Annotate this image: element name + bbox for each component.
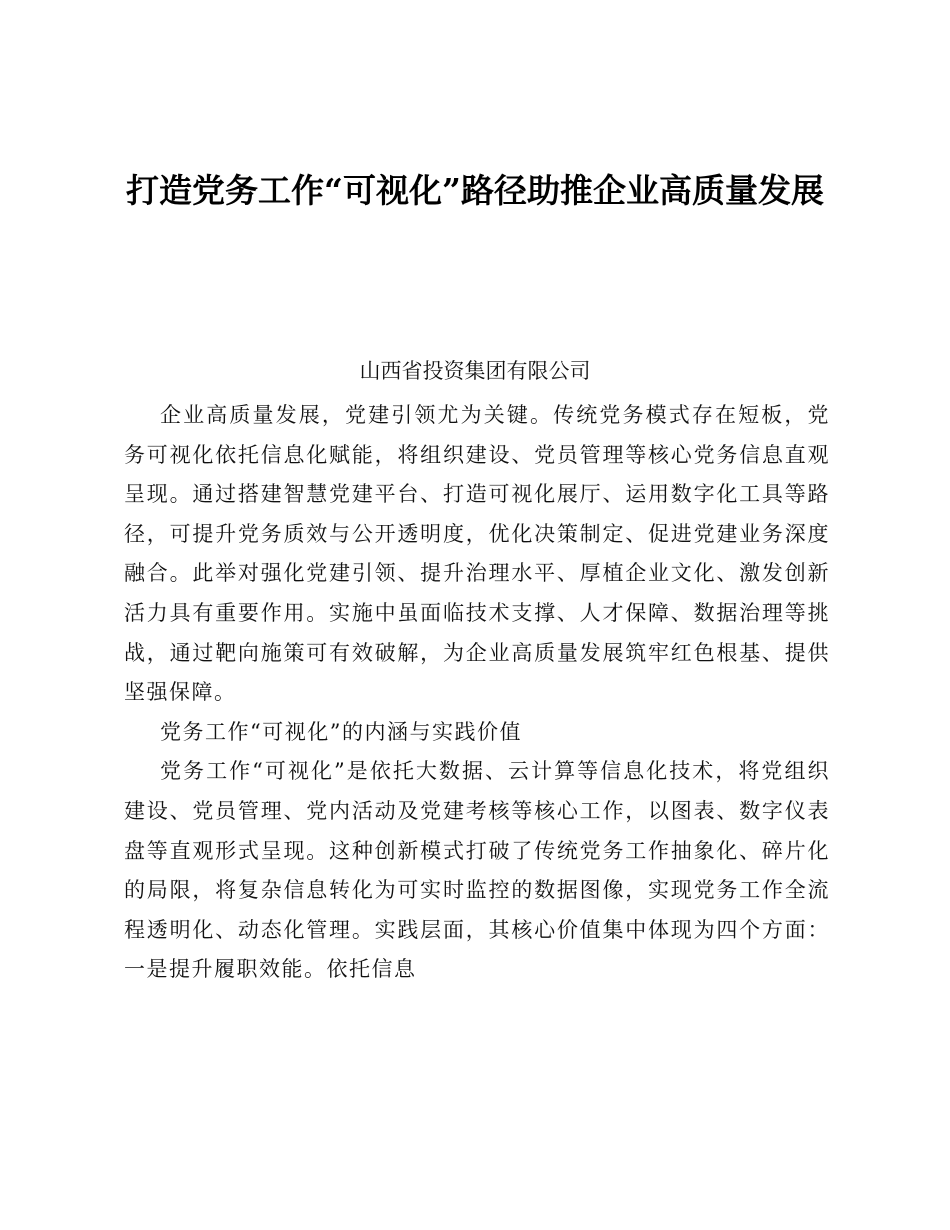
paragraph-body: 党务工作“可视化”是依托大数据、云计算等信息化技术，将党组织建设、党员管理、党内活动及党建考核等核心工作，以图表、数字仪表盘等直观形式呈现。这种创新模式打破了传统党务工作抽象化、碎片化的局限，将复杂信息转化为可实时监控的数据图像，实现党务工作全流程透明化、动态化管理。实践层面，其核心价值集中体现为四个方面：一是提升履职效能。依托信息 [124,759,830,982]
organization-name: 山西省投资集团有限公司 [359,359,591,383]
document-body [124,396,830,990]
document-title: 打造党务工作“可视化”路径助推企业高质量发展 [126,171,824,210]
paragraph-abstract: 企业高质量发展，党建引领尤为关键。传统党务模式存在短板，党务可视化依托信息化赋能，将组织建设、党员管理等核心党务信息直观呈现。通过搭建智慧党建平台、打造可视化展厅、运用数字化工具等路径，可提升党务质效与公开透明度，优化决策制定、促进党建业务深度融合。此举对强化党建引领、提升治理水平、厚植企业文化、激发创新活力具有重要作用。实施中虽面临技术支撑、人才保障、数据治理等挑战，通过靶向施策可有效破解，为企业高质量发展筑牢红色根基、提供坚强保障。 [124,403,830,705]
section-heading: 党务工作“可视化”的内涵与实践价值 [160,719,522,744]
